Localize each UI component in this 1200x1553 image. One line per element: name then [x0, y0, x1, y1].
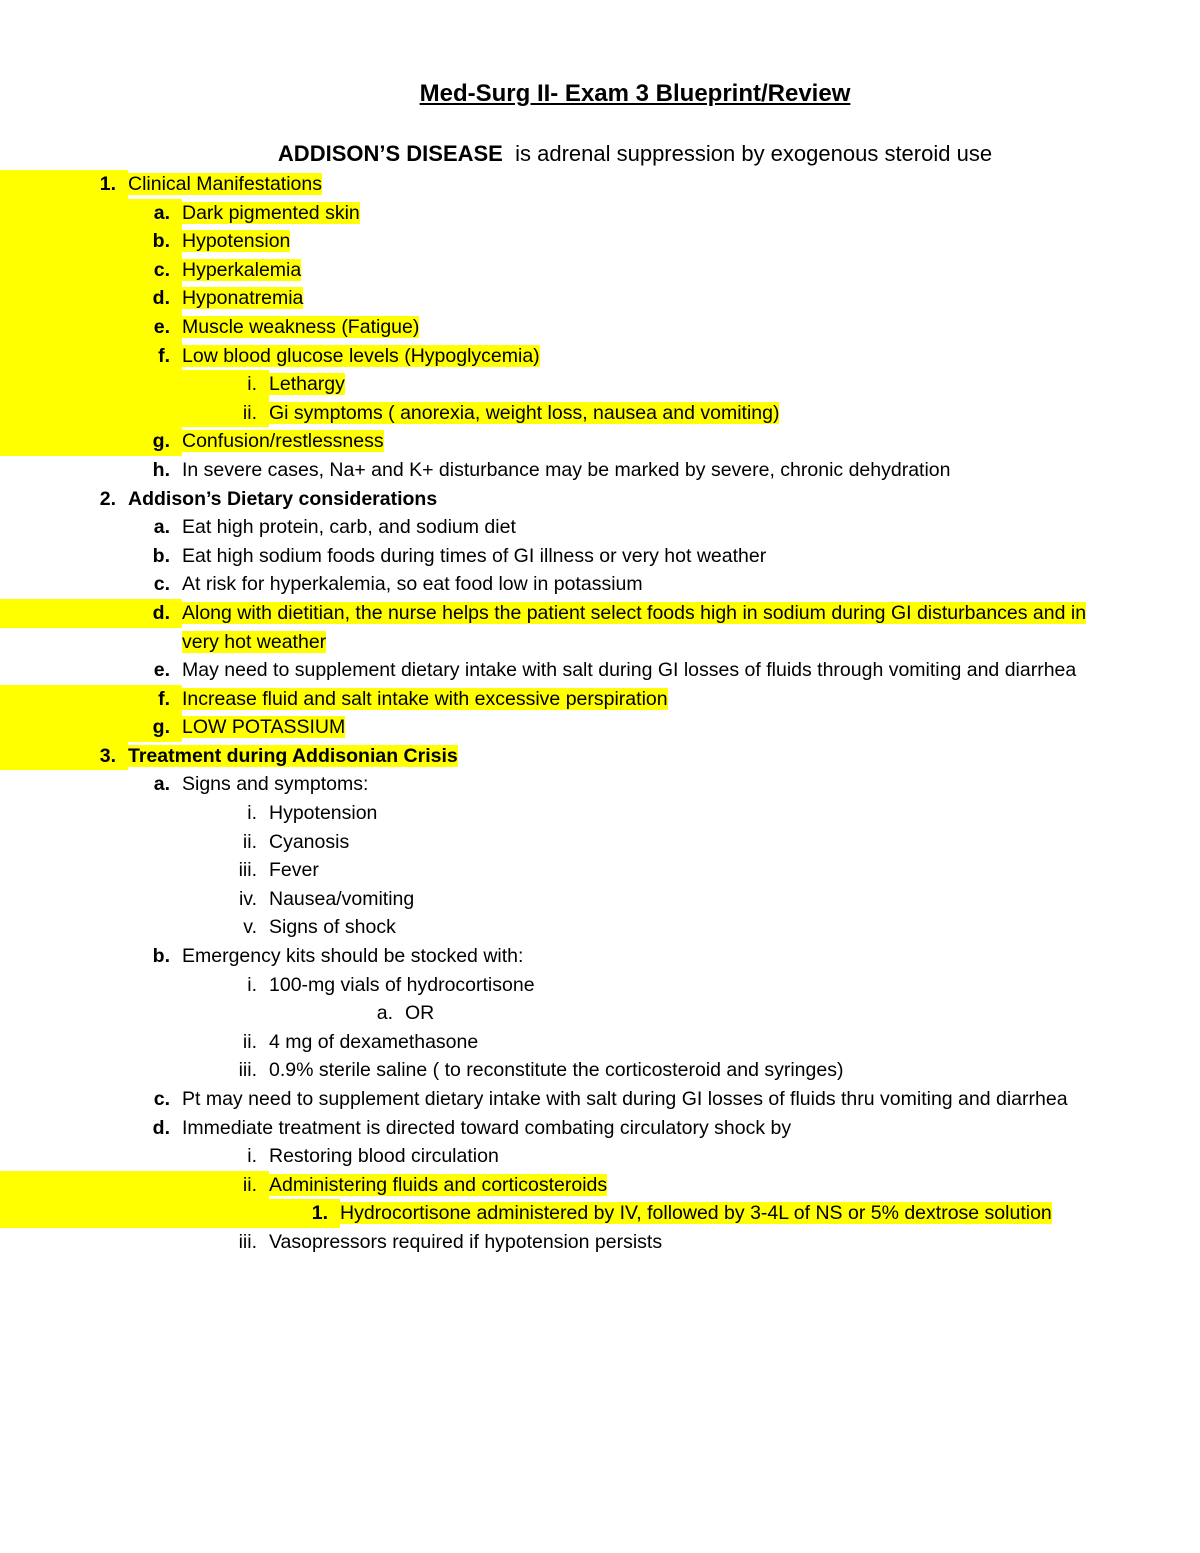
list-item	[0, 713, 1200, 742]
list-item-text	[182, 1085, 1107, 1114]
list-marker: c.	[0, 256, 182, 285]
list-item-text	[182, 342, 1107, 371]
list-item-text	[269, 885, 1129, 914]
list-item	[0, 170, 1200, 199]
highlighted-text: Dark pigmented skin	[182, 201, 360, 224]
list-item	[0, 256, 1200, 285]
item-text: Eat high sodium foods during times of GI illness or very hot weather	[182, 544, 767, 567]
list-marker: g.	[0, 427, 182, 456]
list-item	[0, 685, 1200, 714]
item-text: Cyanosis	[269, 830, 350, 853]
list-item-text	[182, 256, 1107, 285]
highlighted-text: Lethargy	[269, 373, 345, 396]
list-item-text	[269, 1028, 1129, 1057]
list-item	[0, 1085, 1200, 1114]
list-item	[0, 913, 1200, 942]
list-marker: c.	[153, 573, 170, 596]
list-item-text	[182, 942, 1107, 971]
list-marker: iii.	[238, 1230, 257, 1253]
list-item-text	[182, 770, 1107, 799]
list-marker: b.	[152, 544, 170, 567]
list-marker: f.	[0, 342, 182, 371]
list-item	[0, 1228, 1200, 1257]
list-item	[0, 485, 1200, 514]
list-item	[0, 1142, 1200, 1171]
list-item-text	[182, 284, 1107, 313]
list-item	[0, 770, 1200, 799]
list-marker: a.	[153, 773, 170, 796]
list-marker: d.	[0, 599, 182, 628]
item-text: At risk for hyperkalemia, so eat food low in potassium	[182, 573, 643, 596]
item-text: 4 mg of dexamethasone	[269, 1030, 479, 1053]
list-item	[0, 856, 1200, 885]
list-marker: e.	[153, 659, 170, 682]
list-item	[0, 999, 1200, 1028]
item-text: Vasopressors required if hypotension persists	[269, 1230, 663, 1253]
list-item-text	[405, 999, 1125, 1028]
list-marker: d.	[152, 1116, 170, 1139]
list-marker: i.	[0, 370, 269, 399]
list-marker: ii.	[242, 830, 257, 853]
list-item-text	[269, 856, 1129, 885]
outline-list	[0, 170, 1200, 1257]
item-text: 0.9% sterile saline ( to reconstitute the corticosteroid and syringes)	[269, 1059, 844, 1082]
item-text: Signs of shock	[269, 916, 396, 939]
item-text: Addison’s Dietary considerations	[128, 487, 438, 510]
highlighted-text: Muscle weakness (Fatigue)	[182, 315, 420, 338]
list-item	[0, 399, 1200, 428]
list-item-text	[182, 427, 1107, 456]
item-text: Restoring blood circulation	[269, 1145, 499, 1168]
list-item	[0, 1056, 1200, 1085]
list-marker: ii.	[0, 399, 269, 428]
list-marker: h.	[152, 458, 170, 481]
list-marker: 3.	[0, 742, 128, 771]
list-marker: i.	[247, 973, 257, 996]
highlighted-text: Along with dietitian, the nurse helps the patient select foods high in sodium during GI disturbances and in very hot weather	[182, 601, 1087, 653]
list-item-text	[182, 685, 1107, 714]
list-item-text	[340, 1199, 1060, 1228]
list-item	[0, 199, 1200, 228]
list-item-text	[269, 799, 1129, 828]
list-marker: f.	[0, 685, 182, 714]
item-text: Signs and symptoms:	[182, 773, 369, 796]
highlighted-text: Low blood glucose levels (Hypoglycemia)	[182, 344, 540, 367]
item-text: Hypotension	[269, 802, 378, 825]
highlighted-text: Gi symptoms ( anorexia, weight loss, nausea and vomiting)	[269, 401, 780, 424]
list-item	[0, 513, 1200, 542]
list-item-text	[182, 713, 1107, 742]
list-item	[0, 971, 1200, 1000]
list-marker: a.	[0, 199, 182, 228]
item-text: Fever	[269, 859, 319, 882]
list-item-text	[269, 399, 1129, 428]
list-item-text	[182, 599, 1107, 656]
list-item-text	[182, 227, 1107, 256]
item-text: Emergency kits should be stocked with:	[182, 945, 524, 968]
list-marker: b.	[152, 945, 170, 968]
item-text: Nausea/vomiting	[269, 887, 415, 910]
list-marker: e.	[0, 313, 182, 342]
list-item	[0, 227, 1200, 256]
list-marker: 1.	[0, 170, 128, 199]
intro-line	[0, 139, 1200, 169]
page-title: Med-Surg II- Exam 3 Blueprint/Review	[419, 80, 851, 107]
list-marker: v.	[243, 916, 257, 939]
list-item-text	[182, 456, 1107, 485]
intro-text: is adrenal suppression by exogenous steroid use	[515, 141, 993, 166]
highlighted-text: Hydrocortisone administered by IV, followed by 3-4L of NS or 5% dextrose solution	[340, 1202, 1052, 1225]
list-item-text	[269, 1056, 1129, 1085]
list-item-text	[269, 1171, 1129, 1200]
item-text: 100-mg vials of hydrocortisone	[269, 973, 535, 996]
list-item-text	[269, 1228, 1129, 1257]
list-marker: a.	[376, 1002, 393, 1025]
list-marker: g.	[0, 713, 182, 742]
item-text: Immediate treatment is directed toward combating circulatory shock by	[182, 1116, 792, 1139]
list-item-text	[182, 542, 1107, 571]
list-item	[0, 1171, 1200, 1200]
highlighted-text: Increase fluid and salt intake with excessive perspiration	[182, 687, 668, 710]
list-marker: b.	[0, 227, 182, 256]
list-item	[0, 284, 1200, 313]
highlighted-text: Hypotension	[182, 230, 291, 253]
list-item	[0, 1199, 1200, 1228]
list-item	[0, 942, 1200, 971]
list-item	[0, 828, 1200, 857]
list-item-text	[182, 513, 1107, 542]
list-item-text	[269, 971, 1129, 1000]
highlighted-text: Treatment during Addisonian Crisis	[128, 744, 458, 767]
list-item	[0, 456, 1200, 485]
list-item	[0, 542, 1200, 571]
list-marker: iv.	[238, 887, 257, 910]
list-item-text	[269, 828, 1129, 857]
list-item-text	[269, 913, 1129, 942]
list-item-text	[128, 485, 1128, 514]
list-item-text	[128, 170, 1128, 199]
item-text: In severe cases, Na+ and K+ disturbance may be marked by severe, chronic dehydration	[182, 458, 951, 481]
list-item	[0, 1114, 1200, 1143]
list-item	[0, 570, 1200, 599]
list-marker: i.	[247, 1145, 257, 1168]
list-item-text	[269, 370, 1129, 399]
list-item	[0, 1028, 1200, 1057]
item-text: May need to supplement dietary intake with salt during GI losses of fluids through vomiting and diarrhea	[182, 659, 1077, 682]
item-text: OR	[405, 1002, 435, 1025]
list-item	[0, 885, 1200, 914]
list-item	[0, 342, 1200, 371]
list-item	[0, 370, 1200, 399]
list-item-text	[128, 742, 1128, 771]
list-marker: ii.	[242, 1030, 257, 1053]
highlighted-text: LOW POTASSIUM	[182, 716, 346, 739]
item-text: Pt may need to supplement dietary intake with salt during GI losses of fluids thru vomiting and diarrhea	[182, 1088, 1068, 1110]
list-marker: d.	[0, 284, 182, 313]
list-marker: i.	[247, 802, 257, 825]
list-item	[0, 742, 1200, 771]
list-marker: a.	[153, 516, 170, 539]
highlighted-text: Administering fluids and corticosteroids	[269, 1173, 608, 1196]
list-item	[0, 427, 1200, 456]
list-item-text	[182, 656, 1107, 685]
highlighted-text: Hyponatremia	[182, 287, 304, 310]
list-item	[0, 656, 1200, 685]
list-item	[0, 313, 1200, 342]
list-marker: 1.	[0, 1199, 340, 1228]
intro-term: ADDISON’S DISEASE	[277, 141, 503, 166]
highlighted-text: Hyperkalemia	[182, 258, 302, 281]
list-item-text	[269, 1142, 1129, 1171]
list-marker: iii.	[238, 859, 257, 882]
list-item	[0, 799, 1200, 828]
list-item-text	[182, 570, 1107, 599]
highlighted-text: Confusion/restlessness	[182, 430, 384, 453]
list-marker: c.	[153, 1088, 170, 1110]
list-item-text	[182, 1114, 1107, 1143]
item-text: Eat high protein, carb, and sodium diet	[182, 516, 516, 539]
list-marker: ii.	[0, 1171, 269, 1200]
list-item	[0, 599, 1200, 656]
list-item-text	[182, 313, 1107, 342]
list-item-text	[182, 199, 1107, 228]
list-marker: iii.	[238, 1059, 257, 1082]
list-marker: 2.	[99, 487, 116, 510]
highlighted-text: Clinical Manifestations	[128, 173, 323, 195]
